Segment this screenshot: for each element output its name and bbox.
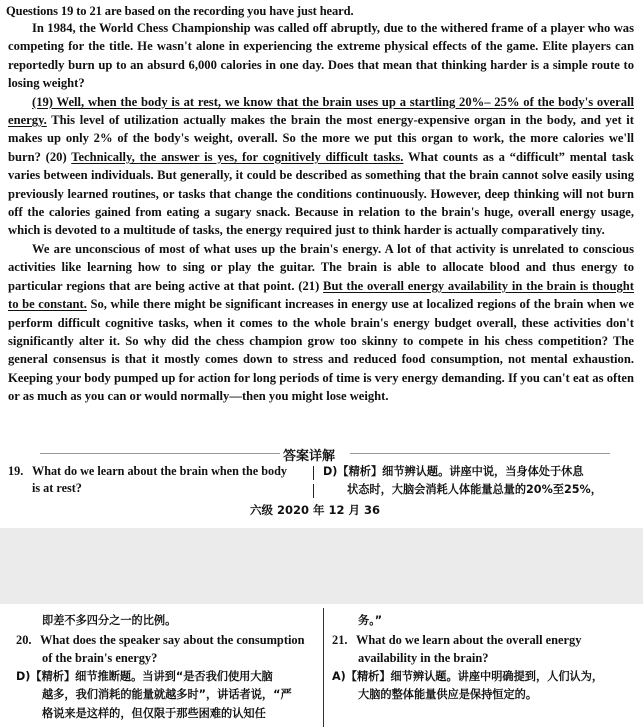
question-text: availability in the brain? <box>358 651 489 665</box>
passage-paragraph-1: In 1984, the World Chess Championship was called off abruptly, due to the withered frame of a player who was competing for the title. He wasn't alone in experiencing the extreme physical effects of the game. Elite players can reportedly burn up to an absurd 6,000 calories in one day. Does that mean that thinking harder is a simple route to losing weight? <box>8 21 634 91</box>
passage-text: So, while there might be significant increases in energy use at localized regions of the brain when we perform difficult cognitive tasks, when it comes to the whole brain's energy budget overall, these activities don't significantly alter it. So why did the chess champion grow too skinny to compete in his chess competition? The general consensus is that it mostly comes down to stress and reduced food consumption, not mental exhaustion. Keeping your body pumped up for action for long periods of time is very energy demanding. If you can't eat as often or as much as you can or would normally—then you might lose weight. <box>8 297 634 404</box>
answer-19-explanation <box>323 463 638 499</box>
passage <box>8 19 634 406</box>
answer-section-divider <box>0 443 643 463</box>
answer-text: 格说来是这样的，但仅限于那些困难的认知任 <box>42 706 266 720</box>
question-text: of the brain's energy? <box>42 651 158 665</box>
question-number: 19. <box>8 464 24 478</box>
question-text: What do we learn about the brain when the body <box>32 464 287 478</box>
passage-paragraph-2 <box>8 93 634 240</box>
answer-19-continuation: 即差不多四分之一的比例。 <box>42 614 177 627</box>
answer-text: 大脑的整体能量供应是保持恒定的。 <box>358 688 538 701</box>
page-gap <box>0 528 643 604</box>
column-divider <box>323 608 324 727</box>
divider-line <box>350 453 610 454</box>
answer-21-explanation: A)【精析】细节辨认题。讲座中明确提到，人们认为， <box>332 669 604 683</box>
bottom-page <box>0 604 643 727</box>
answer-text: 越多，我们消耗的能量就越多时”，讲话者说，“严 <box>42 688 292 701</box>
page-footer: 六级 2020 年 12 月 36 <box>250 503 381 517</box>
question-text: What does the speaker say about the consumption <box>40 632 305 647</box>
answer-20-underline: Technically, the answer is yes, for cognitively difficult tasks. <box>71 149 404 164</box>
passage-text: What counts as a “difficult” mental task varies between individuals. But generally, it could be described as something that the brain cannot solve easily using previously learned routines, or tasks that change the conditions continuously. However, deep thinking will not burn off the calories gained from eating a sugary snack. Because in relation to the brain's huge, overall energy usage, which is devoted to a multitude of tasks, the energy required just to think harder is actually comparatively tiny. <box>8 149 634 238</box>
question-text: What do we learn about the overall energy <box>356 632 582 647</box>
divider-line <box>40 453 280 454</box>
question-20 <box>16 631 316 650</box>
passage-paragraph-3 <box>8 240 634 406</box>
passage-text: We are unconscious of most of what uses up the brain's energy. A lot of that activity is unrelated to conscious activities like learning how to sing or play the guitar. The brain is able to allocate blood and thus energy to particular regions that are being active at that point. (21) <box>8 241 634 293</box>
left-column <box>16 612 316 723</box>
question-number: 20. <box>16 632 32 647</box>
answer-text: 状态时，大脑会消耗人体能量总量的20%至25%， <box>347 483 602 496</box>
answer-20-continuation: 务。” <box>358 614 383 627</box>
column-divider <box>313 484 314 498</box>
section-heading: Questions 19 to 21 are based on the recording you have just heard. <box>6 4 354 18</box>
question-number: 21. <box>332 632 348 647</box>
column-divider <box>313 466 314 480</box>
answer-text: D)【精析】细节辨认题。讲座中说，当身体处于休息 <box>323 465 584 478</box>
right-column <box>332 612 632 705</box>
question-21 <box>332 631 632 650</box>
answer-details-label: 答案详解 <box>283 449 336 464</box>
answer-19-underline: (19) Well, when the body is at rest, we know that the brain uses up a startling 20%– 25% of the body's overall energy. <box>8 94 634 128</box>
question-text: is at rest? <box>32 481 82 495</box>
question-19 <box>8 463 308 497</box>
passage-text: This level of utilization actually makes the brain the most energy-expensive organ in the body, and yet it makes up only 2% of the body's weight, overall. So the more we put this organ to work, the more calories we'll burn? (20) <box>8 113 634 164</box>
answer-21-underline: But the overall energy availability in the brain is thought to be constant. <box>8 278 635 312</box>
answer-20-explanation: D)【精析】细节推断题。当讲到“是否我们使用大脑 <box>16 669 273 683</box>
